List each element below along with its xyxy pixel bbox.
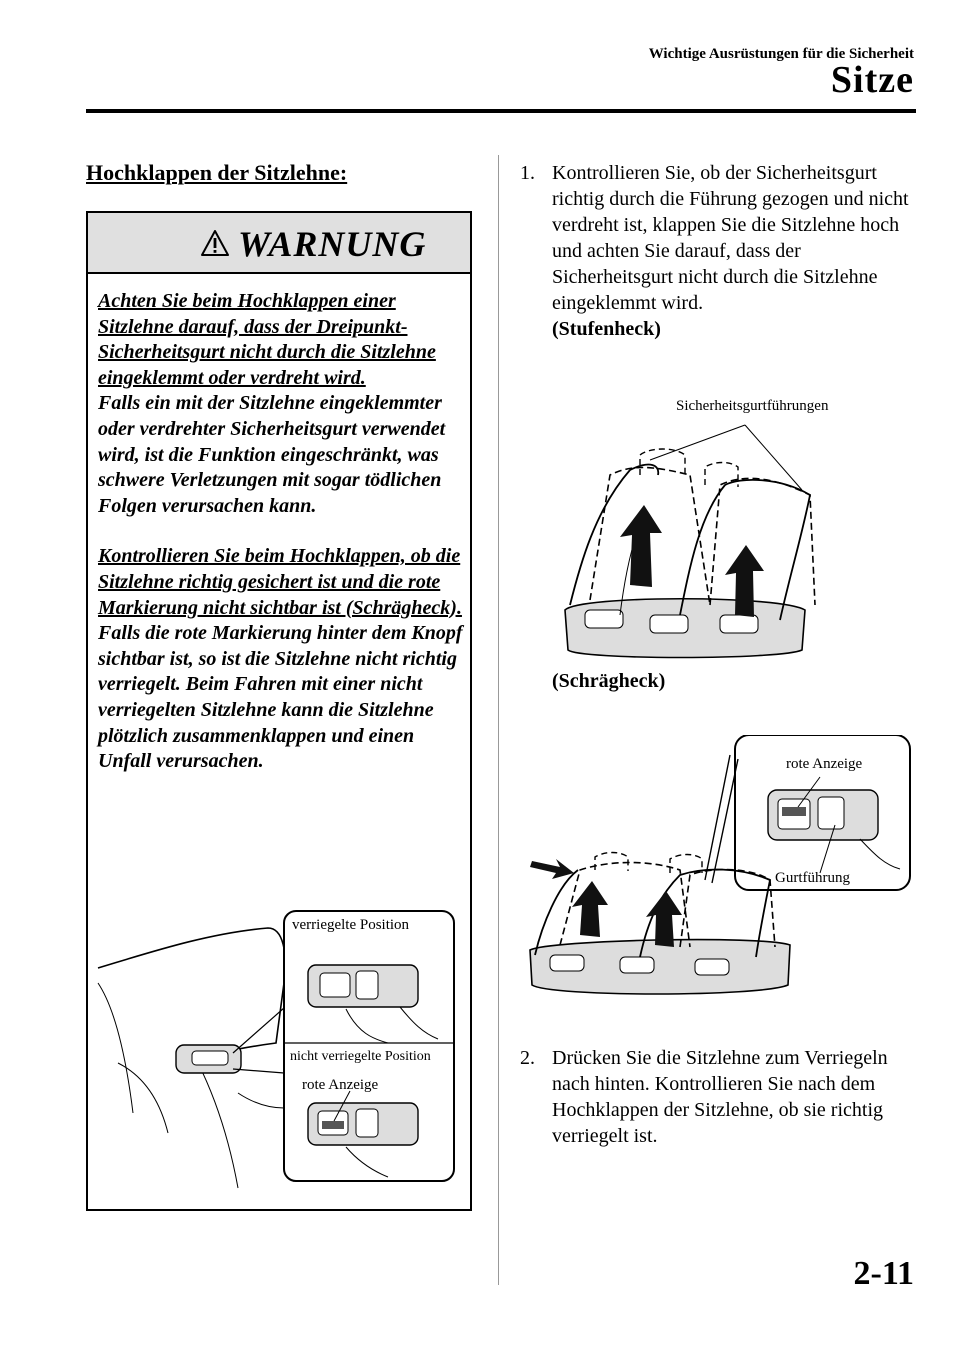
step-text: Kontrollieren Sie, ob der Sicherheitsgurt richtig durch die Führung gezogen und nicht verdreht ist, klappen Sie die Sitzlehne hoch und achten Sie darauf, dass der Sicherheitsgurt nicht durch die Sitzlehne eingeklemmt wird. — [552, 162, 909, 314]
page-title: Sitze — [830, 59, 914, 101]
belt-guide-label: Gurtführung — [775, 870, 850, 886]
hatch-red-indicator-label: rote Anzeige — [786, 756, 863, 772]
unlocked-position-label: nicht verriegelte Position — [290, 1049, 431, 1064]
locked-position-label: verriegelte Position — [292, 917, 410, 933]
column-divider — [498, 155, 499, 1285]
warning-box — [86, 211, 472, 1211]
warning-label: WARNUNG — [238, 224, 427, 264]
step-1 — [520, 160, 920, 342]
sedan-seat-illustration — [540, 415, 840, 675]
page-number: 2-11 — [853, 1255, 914, 1292]
red-indicator-label: rote Anzeige — [302, 1077, 379, 1093]
warning-p2-underlined: Kontrollieren Sie beim Hochklappen, ob die Sitzlehne richtig gesichert ist und die rote Markierung nicht sichtbar ist (Schrägheck). — [98, 545, 462, 619]
step-2 — [520, 1045, 920, 1149]
section-heading: Hochklappen der Sitzlehne: — [86, 160, 348, 185]
step-number: 2. — [520, 1047, 535, 1069]
hatchback-seat-illustration — [520, 735, 920, 1005]
belt-guides-label: Sicherheitsgurtführungen — [676, 398, 829, 414]
header-rule — [86, 109, 916, 113]
warning-p2-text: Falls die rote Markierung hinter dem Knopf sichtbar ist, so ist die Sitzlehne nicht richtig verriegelt. Beim Fahren mit einer nicht verriegelten Sitzlehne kann die Sitzlehne plötzlich zusammenklappen und einen Unfall verursachen. — [98, 622, 463, 773]
running-header: Wichtige Ausrüstungen für die Sicherheit — [648, 46, 914, 62]
variant-sedan-label: (Stufenheck) — [552, 318, 661, 340]
warning-p1-underlined: Achten Sie beim Hochklappen einer Sitzlehne darauf, dass der Dreipunkt-Sicherheitsgurt nicht durch die Sitzlehne eingeklemmt oder verdreht wird. — [98, 290, 436, 389]
step-text: Drücken Sie die Sitzlehne zum Verriegeln nach hinten. Kontrollieren Sie nach dem Hochklappen der Sitzlehne, ob sie richtig verriegelt ist. — [552, 1047, 888, 1147]
step-number: 1. — [520, 162, 535, 184]
warning-p1-text: Falls ein mit der Sitzlehne eingeklemmter oder verdrehter Sicherheitsgurt verwendet wird, ist die Funktion eingeschränkt, was schwere Verletzungen mit sogar tödlichen Folgen verursachen kann. — [98, 392, 446, 517]
variant-hatchback-label: (Schrägheck) — [552, 670, 666, 692]
